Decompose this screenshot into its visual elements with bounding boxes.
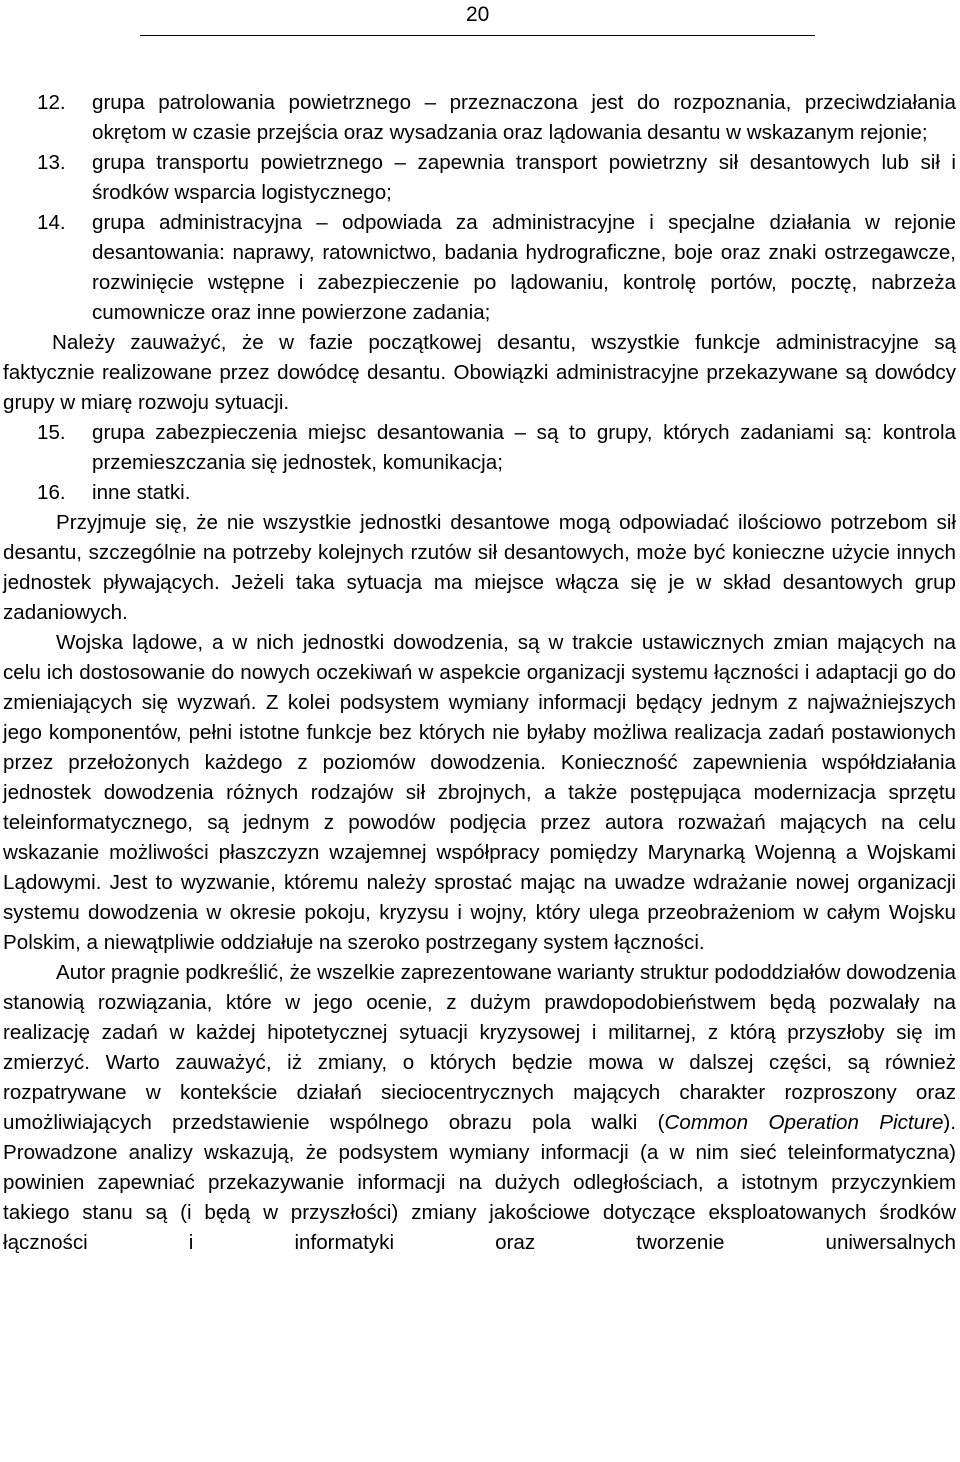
list-item-text: inne statki. [92,481,191,504]
list-item-number: 13. [37,151,66,174]
body-paragraph [3,958,956,1258]
note-paragraph: Należy zauważyć, że w fazie początkowej desantu, wszystkie funkcje administracyjne są faktycznie realizowane przez dowódcę desantu. Obowiązki administracyjne przekazywane są dowódcy grupy w miarę rozwoju sytuacji. [3,331,956,414]
paragraph-text: ). Prowadzone analizy wskazują, że podsystem wymiany informacji (a w nim sieć teleinformatyczna) powinien zapewniać przekazywanie informacji na dużych odległościach, a istotnym przyczynkiem takiego stanu są (i będą w przyszłości) zmiany jakościowe dotyczące eksploatowanych środków łączności i informatyki oraz tworzenie uniwersalnych [3,1111,956,1254]
list-item-number: 14. [37,211,66,234]
list-item-number: 15. [37,421,66,444]
list-item-text: grupa zabezpieczenia miejsc desantowania – są to grupy, których zadaniami są: kontrola przemieszczania się jednostek, komunikacja; [92,421,956,474]
list-item [3,418,956,478]
body-paragraph: Wojska lądowe, a w nich jednostki dowodzenia, są w trakcie ustawicznych zmian mających na celu ich dostosowanie do nowych oczekiwań w aspekcie organizacji systemu łączności i adaptacji go do zmieniających się wyzwań. Z kolei podsystem wymiany informacji będący jednym z najważniejszych jego komponentów, pełni istotne funkcje bez których nie byłaby możliwa realizacja zadań postawionych przez przełożonych każdego z poziomów dowodzenia. Konieczność zapewnienia współdziałania jednostek dowodzenia różnych rodzajów sił zbrojnych, a także postępująca modernizacja sprzętu teleinformatycznego, są jednym z powodów podjęcia przez autora rozważań mających na celu wskazanie możliwości płaszczyzn wzajemnej współpracy pomiędzy Marynarką Wojenną a Wojskami Lądowymi. Jest to wyzwanie, któremu należy sprostać mając na uwadze wdrażanie nowej organizacji systemu dowodzenia w okresie pokoju, kryzysu i wojny, który ulega przeobrażeniom w całym Wojsku Polskim, a niewątpliwie oddziałuje na szeroko postrzegany system łączności. [3,631,956,954]
list-item-number: 16. [37,481,66,504]
list-item [3,208,956,328]
list-item-text: grupa transportu powietrznego – zapewnia transport powietrzny sił desantowych lub sił i środków wsparcia logistycznego; [92,151,956,204]
paragraph-text: Autor pragnie podkreślić, że wszelkie zaprezentowane warianty struktur pododdziałów dowodzenia stanowią rozwiązania, które w jego ocenie, z dużym prawdopodobieństwem będą pozwalały na realizację zadań w każdej hipotetycznej sytuacji kryzysowej i militarnej, z którą przyszłoby się im zmierzyć. Warto zauważyć, iż zmiany, o których będzie mowa w dalszej części, są również rozpatrywane w kontekście działań sieciocentrycznych mających charakter rozproszony oraz umożliwiających przedstawienie wspólnego obrazu pola walki ( [3,961,956,1134]
list-item [3,88,956,148]
page-number: 20 [466,3,490,26]
document-body [3,88,956,1258]
list-item-text: grupa administracyjna – odpowiada za administracyjne i specjalne działania w rejonie desantowania: naprawy, ratownictwo, badania hydrograficzne, boje oraz znaki ostrzegawcze, rozwinięcie wstępne i zabezpieczenie po lądowaniu, kontrolę portów, pocztę, nabrzeża cumownicze oraz inne powierzone zadania; [92,211,956,324]
italic-term: Common Operation Picture [664,1111,944,1134]
list-item-text: grupa patrolowania powietrznego – przeznaczona jest do rozpoznania, przeciwdziałania okrętom w czasie przejścia oraz wysadzania oraz lądowania desantu w wskazanym rejonie; [92,91,956,144]
list-item [3,148,956,208]
list-item-number: 12. [37,91,66,114]
header-rule [140,35,815,36]
body-paragraph: Przyjmuje się, że nie wszystkie jednostki desantowe mogą odpowiadać ilościowo potrzebom sił desantu, szczególnie na potrzeby kolejnych rzutów sił desantowych, może być konieczne użycie innych jednostek pływających. Jeżeli taka sytuacja ma miejsce włącza się je w skład desantowych grup zadaniowych. [3,511,956,624]
list-item [3,478,956,508]
